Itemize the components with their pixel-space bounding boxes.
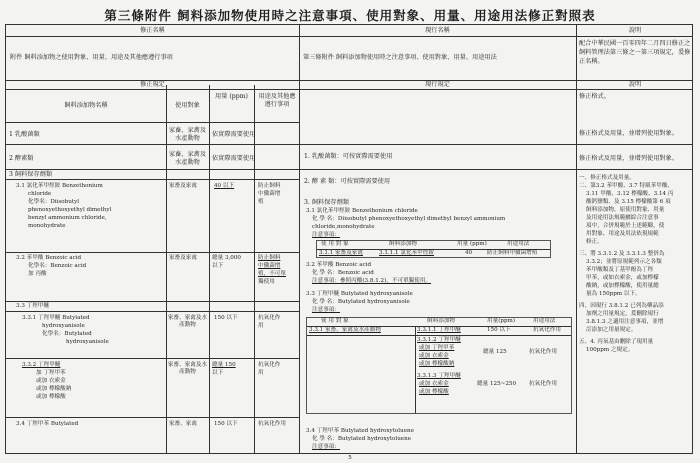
left-row2-name: 2 酵素類: [9, 155, 34, 162]
left-row3: 3 飼料保存劑類: [9, 171, 53, 178]
subheader-current: 現行規定: [425, 81, 450, 88]
left-r331-dose: 150 以下: [214, 315, 238, 321]
left-r33: 3.3 丁羥甲醚: [16, 303, 50, 309]
left-subcol-3: [254, 85, 255, 453]
subheader-note: 說明: [628, 81, 642, 88]
left-row2-target: 家畜、家禽及水產動物: [168, 151, 207, 166]
left-row1-target: 家畜、家禽及水產動物: [168, 127, 207, 142]
page-number: 5: [348, 455, 352, 461]
left-r34-dose: 150 以下: [214, 421, 238, 427]
header-note: 說明: [628, 27, 642, 34]
left-r34-usage: 抗氧化作用: [258, 421, 286, 427]
row-line-331: [6, 358, 299, 359]
page-title: 第三條附件 飼料添加物使用時之注意事項、使用對象、用量、用途用法修正對照表: [104, 8, 596, 23]
name-note: 配合中華民國一百零四年二月四日修正之飼料管理法第三條之一第三項規定，爰修正名稱。: [579, 40, 691, 65]
row-line-header: [6, 36, 692, 37]
left-r331-target: 家畜、家禽及水產動物: [167, 315, 208, 329]
colhead-target: 使用對象: [175, 102, 200, 109]
left-r34-target: 家畜、家禽: [169, 421, 197, 427]
amended-name: 附件 飼料添加物之使用對象、用量、用途及其他應遵行事項: [10, 54, 173, 61]
right-row1: 1. 乳酸菌類：可按實際需要使用: [304, 153, 393, 160]
right-r31-table: 使 用 對 象 飼料添加物 用量 (ppm) 用途用法 3.1.1 家畜及家禽 3.1.1.1 氯化苯甲烴銨 40 防止飼料中黴菌增殖: [316, 240, 551, 258]
left-r332-target: 家畜、家禽及水產動物: [167, 362, 208, 376]
right-r33-table: 使 用 對 象 飼料添加物 用量(ppm) 用途用法 3.3.1 家畜、家禽及水產動物 3.3.1.1 丁羥甲醚 150 以下 抗氧化作用 3.3.1.2 丁羥甲醚 或加 丁羥甲苯 或加 衣索金 或加 檸檬酸鈉 總量 125 抗氧化作用 3.3.1.3 丁羥甲醚 或加 衣索金 或加 檸檬酸 總量 125~250 抗氧化作用: [306, 317, 572, 414]
left-row1-name: 1 乳酸菌類: [9, 131, 40, 138]
colhead-name: 飼料添加物名稱: [64, 102, 108, 109]
left-subcol-2: [209, 85, 210, 453]
note-format: 修正格式。: [579, 93, 610, 100]
left-row1-dose: 依實際需要使用: [212, 131, 256, 138]
left-row2-dose: 依實際需要使用: [212, 155, 256, 162]
row-line-1: [6, 144, 692, 145]
row-line-33: [6, 311, 299, 312]
colhead-dosage: 用量 (ppm): [215, 93, 248, 100]
note-row1: 修正格式及用量，並增列使用對象。: [579, 130, 678, 137]
row-line-31: [6, 252, 299, 253]
row-line-subheader: [6, 89, 692, 90]
row-line-2: [6, 169, 692, 170]
left-r31-target: 家畜及家禽: [169, 183, 197, 189]
left-r32-target: 家畜及家禽: [169, 255, 197, 261]
header-current: 現行名稱: [425, 27, 450, 34]
subheader-amended: 修正規定: [140, 81, 165, 88]
row-line-32: [6, 301, 299, 302]
row-line-3: [6, 179, 299, 180]
right-row2: 2. 酵 素 類：可按實際需要使用: [304, 178, 391, 185]
colhead-usage: 用途及其他應遵行事項: [258, 93, 296, 108]
left-r31-dose: 40 以下: [214, 183, 235, 189]
note-row2: 修正格式及用量，並增列使用對象。: [579, 155, 678, 162]
right-row3: 3. 飼料保存劑類: [304, 199, 349, 206]
left-r34-name: 3.4 丁羥甲苯 Butylated: [16, 421, 79, 427]
row-line-332: [6, 417, 299, 418]
comparison-table: 修正名稱 現行名稱 說明 附件 飼料添加物之使用對象、用量、用途及其他應遵行事項 第三條附件 飼料添加物使用時之注意事項、使用對象、用量、用途用法 配合中華民國一百零四年二月四日修正之飼料管理法第三條之一第三項規定，爰修正名稱。 修正規定 現行規定 說明 飼料添加物名稱 使用對象 用量 (ppm) 用途及其他應遵行事項 修正格式。 1 乳酸菌類 家畜、家禽及水產動物 依實際需要使用 2 酵素類 家畜、家禽及水產動物 依實際需要使用 3 飼料保存劑類 3.1 氯化苯甲烴銨 Benzethonium chloride 化學名：Diisobutyl phenoxyethoxyethyl dimethyl benzyl ammonium chloride, monohydrate 家畜及家禽 40 以下 防止飼料 中黴菌增 殖 3.2 苯甲酸 Benzoic acid 化學名：Benzoic acid 加 丙酸 家畜及家禽 總量 3,000 以下 防止飼料 中黴菌增 殖，不可單 獨使用 3.3 丁羥甲醚 3.3.1 丁羥甲醚 Butylated hydroxyanisole 化學名：Butylated hydroxyanisole 家畜、家禽及水產動物 150 以下 抗氧化作 用 3.3.2 丁羥甲醚 加 丁羥甲苯 或加 衣索金 或加 檸檬酸鈉 或加 檸檬酸 家畜、家禽及水產動物 總量 150 以下 抗氧化作 用 3.4 丁羥甲苯 Butylated 家畜、家禽 150 以下 抗氧化作用 1. 乳酸菌類：可按實際需要使用 2. 酵 素 類：可按實際需要使用 3. 飼料保存劑類 3.1 氯化苯甲烴銨 Benzethonium chloride 化 學 名：Diisobutyl phenoxyethoxyethyl dimethyl benzyl ammonium chloride,monohydrate 注意事項： 使 用 對 象 飼料添加物 用量 (ppm) 用途用法 3.1.1 家畜及家禽 3.1.1.1 氯化苯甲烴銨 40 防止飼料中黴菌增殖 3.2 苯甲酸 Benzoic acid 化 學 名：Benzoic acid 注意事項：參照丙酸(3.8.1.2)，不可單獨使用。 3.3 丁羥甲醚 Butylated hydroxyanisole 化 學 名：Butylated hydroxyanisole 注意事項： 使 用 對 象 飼料添加物 用量(ppm) 用途用法 3.3.1 家畜、家禽及水產動物 3.3.1.1 丁羥甲醚 150 以下 抗氧化作用 3.3.1.2 丁羥甲醚 或加 丁羥甲苯 或加 衣索金 或加 檸檬酸鈉 總量 125 抗氧化作用 3.3.1.3 丁羥甲醚 或加 衣索金 或加 檸檬酸 總量 125~250 抗氧化作用 3.4 丁羥甲苯 Butylated hydroxytoluene 化 學 名：Butylated hydroxytoluene 注意事項： 修正格式及用量，並增列使用對象。 修正格式及用量，並增列使用對象。 一、修正格式及用量。 二、第3.2 苯甲酸、3.7 特級苯甲酸、 3.11 甲酸、3.12 檸檬酸、3.14 丙 酸鈣鹽類、及 3.15 檸檬酸第 6 項 飼料添加物，原使用對象、用量 及用途用法規範屬綜合注意事 項中，合併規範於上述範疇，使 用對象、用途及用法依現規範 修正。 三、將 3.3.1.2 及 3.3.1.3 整併為 3.3.2；並將原規範列示之各類 苯甲酸類及丁基甲酚為丁羥 甲苯，或如衣索金，或加檸檬 酸鈉，或加檸檬酸，使用量總 量為 150ppm 以下。 四、因現行 3.8.1.2 已列為藥品添 加劑之用量規定，爰刪除現行 3.8.1.3 之適用注意事項，並增 訂添加之用量規定。 五、4. 丙氧基由刪除了現用量 100ppm 之規定。: [5, 24, 693, 454]
header-amended: 修正名稱: [140, 27, 165, 34]
current-name: 第三條附件 飼料添加物使用時之注意事項、使用對象、用量、用途用法: [303, 54, 497, 61]
row-line-colhead: [6, 122, 299, 123]
